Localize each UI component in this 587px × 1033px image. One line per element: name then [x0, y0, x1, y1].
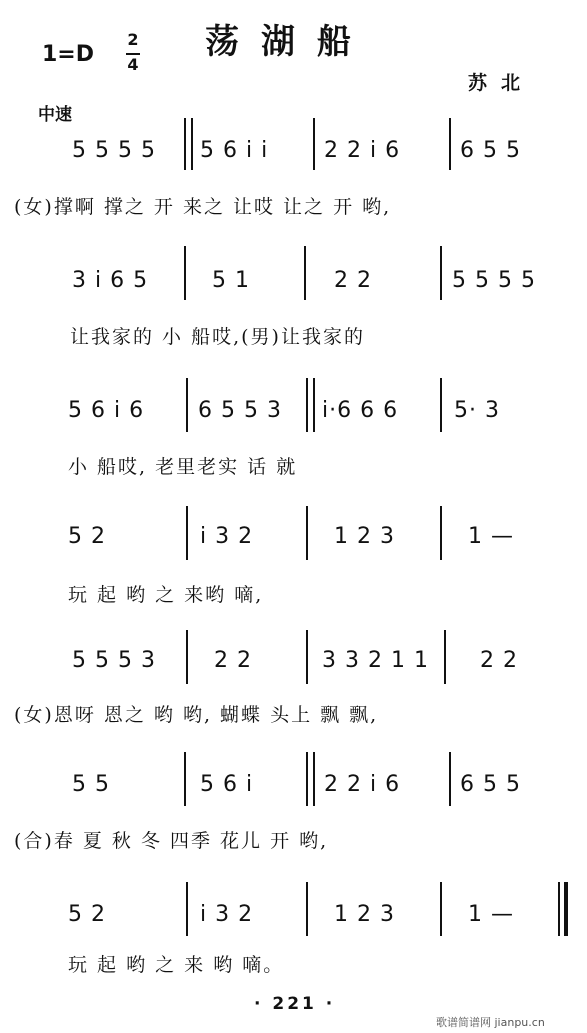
measure-5-3: 3 3 2 1 1 — [322, 648, 429, 673]
barline — [184, 752, 186, 806]
measure-5-4: 2 2 — [480, 648, 518, 673]
barline — [186, 630, 188, 684]
barline — [440, 882, 442, 936]
barline — [440, 378, 442, 432]
barline — [306, 506, 308, 560]
measure-3-1: 5 6 i 6 — [68, 398, 145, 423]
measure-7-1: 5 2 — [68, 902, 106, 927]
tempo-marking: 中速 — [38, 105, 72, 125]
watermark: 歌谱简谱网 jianpu.cn — [436, 1016, 545, 1029]
measure-2-3: 2 2 — [334, 268, 372, 293]
lyrics-line-2: 让我家的 小 船哎,(男)让我家的 — [70, 326, 365, 348]
page-number: · 221 · — [254, 994, 336, 1014]
measure-4-1: 5 2 — [68, 524, 106, 549]
measure-6-1: 5 5 — [72, 772, 110, 797]
barline — [184, 118, 186, 170]
measure-6-3: 2 2 i 6 — [324, 772, 401, 797]
barline — [306, 752, 308, 806]
measure-5-1: 5 5 5 3 — [72, 648, 156, 673]
barline — [444, 630, 446, 684]
barline — [186, 506, 188, 560]
measure-3-2: 6 5 5 3 — [198, 398, 282, 423]
barline — [191, 118, 193, 170]
barline — [306, 378, 308, 432]
song-origin: 苏北 — [468, 72, 535, 94]
lyrics-line-7: 玩 起 哟 之 来 哟 嘀。 — [68, 954, 285, 976]
lyrics-line-6: (合)春 夏 秋 冬 四季 花儿 开 哟, — [14, 830, 329, 852]
lyrics-line-3: 小 船哎, 老里老实 话 就 — [68, 456, 298, 478]
measure-1-4: 6 5 5 — [460, 138, 521, 163]
lyrics-line-4: 玩 起 哟 之 来哟 嘀, — [68, 584, 264, 606]
measure-3-4: 5· 3 — [454, 398, 500, 423]
measure-1-2: 5 6 i i — [200, 138, 269, 163]
measure-4-3: 1 2 3 — [334, 524, 395, 549]
barline — [186, 378, 188, 432]
measure-7-3: 1 2 3 — [334, 902, 395, 927]
time-signature-bottom: 4 — [127, 55, 139, 74]
measure-7-2: i 3 2 — [200, 902, 254, 927]
measure-4-4: 1 — — [468, 524, 514, 549]
measure-5-2: 2 2 — [214, 648, 252, 673]
measure-7-4: 1 — — [468, 902, 514, 927]
time-signature-top: 2 — [127, 30, 139, 49]
barline — [313, 378, 315, 432]
barline — [313, 752, 315, 806]
measure-6-2: 5 6 i — [200, 772, 254, 797]
barline — [304, 246, 306, 300]
barline — [306, 882, 308, 936]
barline — [306, 630, 308, 684]
measure-2-4: 5 5 5 5 — [452, 268, 536, 293]
measure-3-3: i·6 6 6 — [322, 398, 399, 423]
barline — [449, 118, 451, 170]
measure-2-2: 5 1 — [212, 268, 250, 293]
measure-4-2: i 3 2 — [200, 524, 254, 549]
lyrics-line-1: (女)撑啊 撑之 开 来之 让哎 让之 开 哟, — [14, 196, 392, 218]
final-barline-thin — [558, 882, 560, 936]
measure-2-1: 3 i 6 5 — [72, 268, 149, 293]
barline — [449, 752, 451, 806]
measure-6-4: 6 5 5 — [460, 772, 521, 797]
barline — [184, 246, 186, 300]
measure-1-3: 2 2 i 6 — [324, 138, 401, 163]
barline — [440, 506, 442, 560]
barline — [186, 882, 188, 936]
barline — [313, 118, 315, 170]
lyrics-line-5: (女)恩呀 恩之 哟 哟, 蝴蝶 头上 飘 飘, — [14, 704, 379, 726]
song-title: 荡湖船 — [205, 22, 373, 62]
measure-1-1: 5 5 5 5 — [72, 138, 156, 163]
final-barline-thick — [564, 882, 568, 936]
barline — [440, 246, 442, 300]
key-signature: 1=D — [42, 42, 95, 67]
